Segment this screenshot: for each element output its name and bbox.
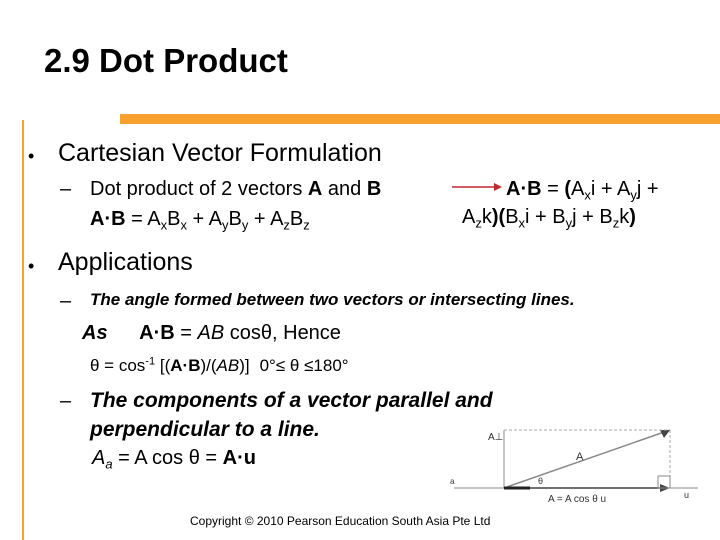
a-comp: A: [208, 208, 223, 230]
plus: +: [576, 206, 600, 228]
unit-k: k: [481, 206, 492, 228]
formula-b: B: [111, 208, 126, 230]
dash-marker: –: [60, 290, 72, 312]
a-comp: A: [617, 178, 631, 200]
sub-z: z: [475, 215, 482, 231]
cos-hence: cosθ, Hence: [224, 322, 341, 344]
plus: +: [248, 208, 271, 230]
theta-range: 0°≤ θ ≤180°: [259, 356, 349, 375]
ab-product: AB: [197, 322, 225, 344]
equals: =: [125, 208, 148, 230]
close-bracket: )]: [239, 356, 250, 375]
plus: +: [529, 206, 553, 228]
bullet-marker: •: [28, 146, 35, 166]
and-text: and: [327, 178, 362, 200]
dot-product-label: Dot product of 2 vectors: [90, 178, 303, 200]
dot-symbol: ·: [104, 208, 112, 230]
theta-line: [90, 356, 349, 376]
fig-a: A: [576, 451, 584, 463]
inverse-sup: -1: [145, 355, 156, 368]
unit-k: k: [619, 206, 630, 228]
bullet-marker: •: [28, 256, 35, 276]
formula-expanded-2: [462, 206, 636, 229]
unit-j: j: [572, 206, 577, 228]
dot-symbol: ·: [520, 178, 528, 200]
fig-theta: θ: [538, 476, 544, 486]
open-paren: (: [564, 178, 572, 200]
b-comp: B: [505, 206, 519, 228]
formula-b: B: [160, 322, 175, 344]
sub-x: x: [180, 217, 187, 233]
unit-u: u: [243, 447, 256, 469]
copyright-notice: Copyright © 2010 Pearson Education South Asia Pte Ltd: [190, 514, 491, 528]
close-paren: ): [491, 206, 499, 228]
angle-text: The angle formed between two vectors or intersecting lines.: [90, 290, 575, 309]
fig-a-par: A = A cos θ u: [548, 494, 607, 505]
a-comp: A: [270, 208, 284, 230]
b-comp: B: [289, 208, 304, 230]
formula-a: A: [170, 356, 183, 375]
equals: =: [174, 322, 198, 344]
b-comp: B: [228, 208, 242, 230]
right-arrow-icon: [452, 180, 502, 198]
accent-line: [22, 120, 24, 540]
components-line-1: The components of a vector parallel and: [90, 389, 493, 412]
formula-b: B: [527, 178, 542, 200]
sub-a: a: [105, 456, 113, 472]
a-eq: = A cos θ =: [112, 447, 223, 469]
vector-a: A: [307, 178, 323, 200]
equals: =: [541, 178, 565, 200]
close-paren: ): [629, 206, 636, 228]
open-bracket: [(: [155, 356, 171, 375]
sub-x: x: [584, 187, 591, 203]
b-comp: B: [552, 206, 566, 228]
b-comp: B: [167, 208, 181, 230]
sub-z: z: [612, 215, 620, 231]
sub-x: x: [160, 217, 168, 233]
unit-j: j: [636, 178, 642, 200]
formula-a: A: [506, 178, 521, 200]
sub-y: y: [630, 187, 637, 203]
sub-x: x: [518, 215, 526, 231]
unit-i: i: [525, 206, 530, 228]
unit-i: i: [590, 178, 596, 200]
bullet-cartesian: Cartesian Vector Formulation: [58, 139, 382, 167]
slash: )/(: [200, 356, 217, 375]
vector-b: B: [366, 178, 382, 200]
components-line-2: perpendicular to a line.: [90, 418, 320, 441]
sub-y: y: [222, 217, 229, 233]
theta-eq: θ = cos: [90, 356, 146, 375]
fig-a-sub: a: [450, 477, 455, 486]
plus: +: [186, 208, 209, 230]
formula-a: A: [222, 447, 238, 469]
sub-z: z: [283, 217, 290, 233]
formula-b: B: [188, 356, 201, 375]
as-line: [82, 322, 341, 345]
formula-components: [90, 208, 310, 231]
plus: +: [641, 178, 659, 200]
accent-bar: [120, 114, 720, 124]
ab-product: AB: [216, 356, 240, 375]
b-comp: B: [599, 206, 613, 228]
dot-symbol: ·: [153, 322, 161, 344]
dot-product-line: [90, 178, 381, 201]
dash-marker: –: [60, 178, 72, 200]
as-label: As: [82, 322, 108, 344]
dot-symbol: ·: [237, 447, 244, 469]
plus: +: [595, 178, 618, 200]
formula-expanded-1: [506, 178, 659, 201]
sub-y: y: [565, 215, 573, 231]
a-comp: A: [571, 178, 585, 200]
page-title: 2.9 Dot Product: [44, 42, 288, 79]
formula-a: A: [139, 322, 154, 344]
fig-a-perp: A⊥: [488, 432, 504, 443]
a-label: A: [92, 447, 106, 469]
a-comp: A: [462, 206, 476, 228]
projection-line: [92, 447, 256, 470]
sub-z: z: [303, 217, 310, 233]
open-paren: (: [498, 206, 506, 228]
dash-marker: –: [60, 390, 72, 412]
fig-u: u: [684, 490, 690, 500]
dot-symbol: ·: [182, 356, 189, 375]
sub-y: y: [241, 217, 249, 233]
bullet-applications: Applications: [58, 248, 193, 276]
formula-a: A: [90, 208, 105, 230]
projection-figure: [448, 418, 710, 517]
a-comp: A: [147, 208, 161, 230]
